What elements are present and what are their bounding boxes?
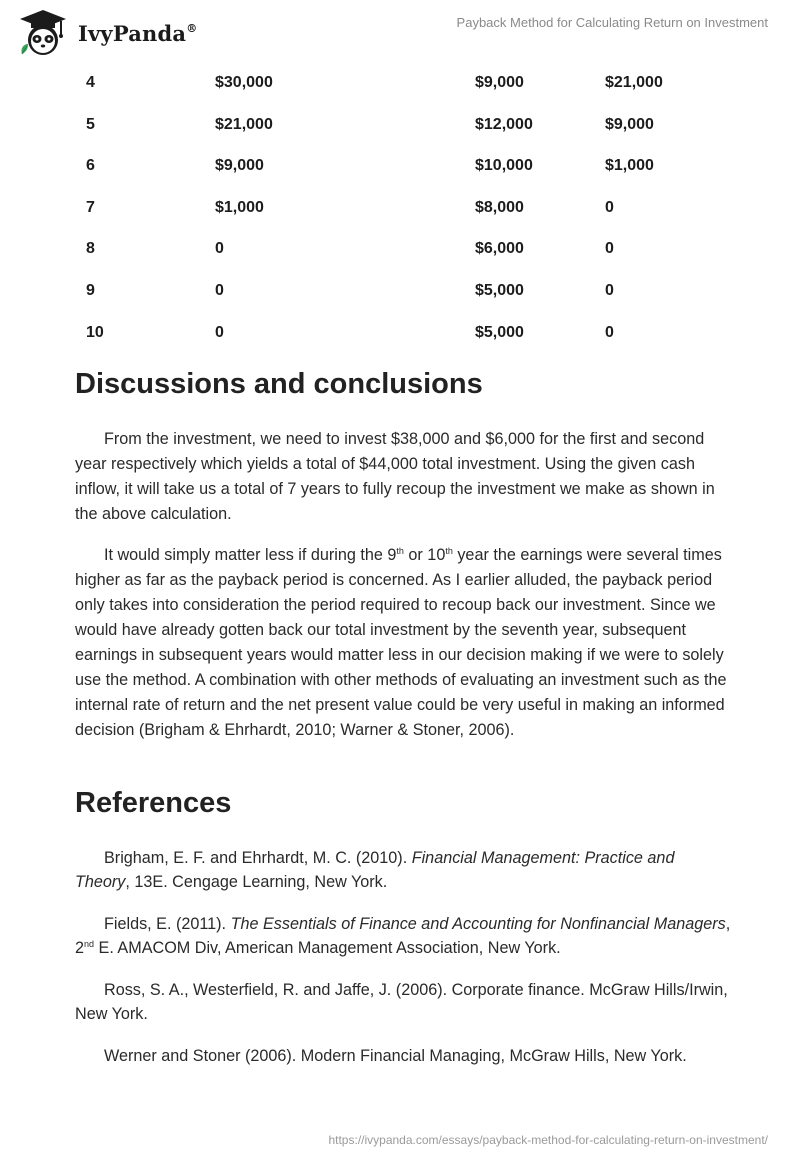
table-row bbox=[86, 105, 766, 147]
superscript: nd bbox=[84, 939, 95, 949]
table-cell-year: 4 bbox=[86, 74, 95, 91]
superscript: th bbox=[396, 546, 404, 556]
table-cell: $5,000 bbox=[475, 323, 524, 341]
table-row bbox=[86, 188, 766, 230]
page-header bbox=[0, 0, 800, 62]
reference-title: The Essentials of Finance and Accounting for Nonfinancial Managers bbox=[230, 915, 726, 933]
references-heading: References bbox=[75, 787, 232, 819]
superscript: th bbox=[445, 546, 453, 556]
reference-item bbox=[75, 912, 731, 960]
discussion-paragraph-1: From the investment, we need to invest $38,000 and $6,000 for the first and second year respectively which yields a total of $44,000 total investment. Using the given cash inflow, it will take us a total of 7 years to fully recoup the investment we make as shown in the above calculation. bbox=[75, 430, 715, 523]
table-cell: 0 bbox=[605, 240, 614, 258]
table-cell: $12,000 bbox=[475, 115, 533, 133]
source-url-link[interactable]: https://ivypanda.com/essays/payback-method-for-calculating-return-on-investment/ bbox=[328, 1133, 768, 1147]
table-cell: $6,000 bbox=[475, 240, 524, 258]
table-row bbox=[86, 313, 766, 355]
discussion-paragraph-2 bbox=[75, 543, 731, 743]
table-row bbox=[86, 146, 766, 188]
text-segment: It would simply matter less if during the 9 bbox=[104, 546, 397, 564]
text-segment: Brigham, E. F. and Ehrhardt, M. C. (2010). bbox=[104, 849, 412, 867]
table-cell: 0 bbox=[605, 323, 614, 341]
reference-title: Financial Management: Practice and Theory bbox=[75, 849, 675, 891]
table-cell: $8,000 bbox=[475, 198, 524, 216]
table-cell: 0 bbox=[215, 323, 224, 341]
table-cell-year: 10 bbox=[86, 323, 104, 341]
table-cell: $10,000 bbox=[475, 157, 533, 175]
table-cell-year: 9 bbox=[86, 281, 95, 299]
table-cell-year: 6 bbox=[86, 157, 95, 175]
table-row bbox=[86, 229, 766, 271]
reference-item: Ross, S. A., Westerfield, R. and Jaffe, J. (2006). Corporate finance. McGraw Hills/Irwin, New York. bbox=[75, 981, 728, 1023]
text-segment: or 10 bbox=[403, 546, 446, 564]
table-cell: $1,000 bbox=[605, 157, 654, 175]
table-row bbox=[86, 63, 766, 105]
table-cell: $1,000 bbox=[215, 198, 264, 216]
table-cell: $9,000 bbox=[215, 157, 264, 175]
reference-item: Werner and Stoner (2006). Modern Financial Managing, McGraw Hills, New York. bbox=[104, 1047, 687, 1065]
table-cell: 0 bbox=[605, 281, 614, 299]
text-segment: , 13E. Cengage Learning, New York. bbox=[125, 873, 388, 891]
table-cell: $21,000 bbox=[215, 115, 273, 133]
text-segment: E. AMACOM Div, American Management Association, New York. bbox=[94, 939, 561, 957]
table-row bbox=[86, 271, 766, 313]
table-cell: 0 bbox=[605, 198, 614, 216]
table-cell: 0 bbox=[215, 240, 224, 258]
table-cell: $9,000 bbox=[475, 74, 524, 91]
table-cell: $30,000 bbox=[215, 74, 273, 91]
table-cell-year: 7 bbox=[86, 198, 95, 216]
table-cell-year: 5 bbox=[86, 115, 95, 133]
text-segment: year the earnings were several times higher as far as the payback period is concerned. As I earlier alluded, the payback period only takes into consideration the period required to recoup back our investment. Since we would have already gotten back our total investment by the seventh year, subsequent earnings in subsequent years would matter less in our decision making if we were to solely use the method. A combination with other methods of evaluating an investment such as the internal rate of return and the net present value could be very useful in making an informed decision (Brigham & Ehrhardt, 2010; Warner & Stoner, 2006). bbox=[75, 546, 727, 739]
brand-name: IvyPanda® bbox=[78, 20, 198, 46]
reference-item bbox=[75, 846, 731, 894]
text-segment: Fields, E. (2011). bbox=[104, 915, 231, 933]
panda-icon bbox=[14, 8, 72, 58]
table-cell: $5,000 bbox=[475, 281, 524, 299]
table-cell-year: 8 bbox=[86, 240, 95, 258]
text-segment: , 2 bbox=[75, 915, 731, 957]
document-title: Payback Method for Calculating Return on Investment bbox=[456, 15, 768, 30]
table-cell: $9,000 bbox=[605, 115, 654, 133]
table-cell: $21,000 bbox=[605, 74, 663, 91]
discussion-heading: Discussions and conclusions bbox=[75, 368, 483, 400]
table-cell: 0 bbox=[215, 281, 224, 299]
brand-logo[interactable] bbox=[14, 8, 197, 58]
payback-table bbox=[86, 63, 766, 354]
